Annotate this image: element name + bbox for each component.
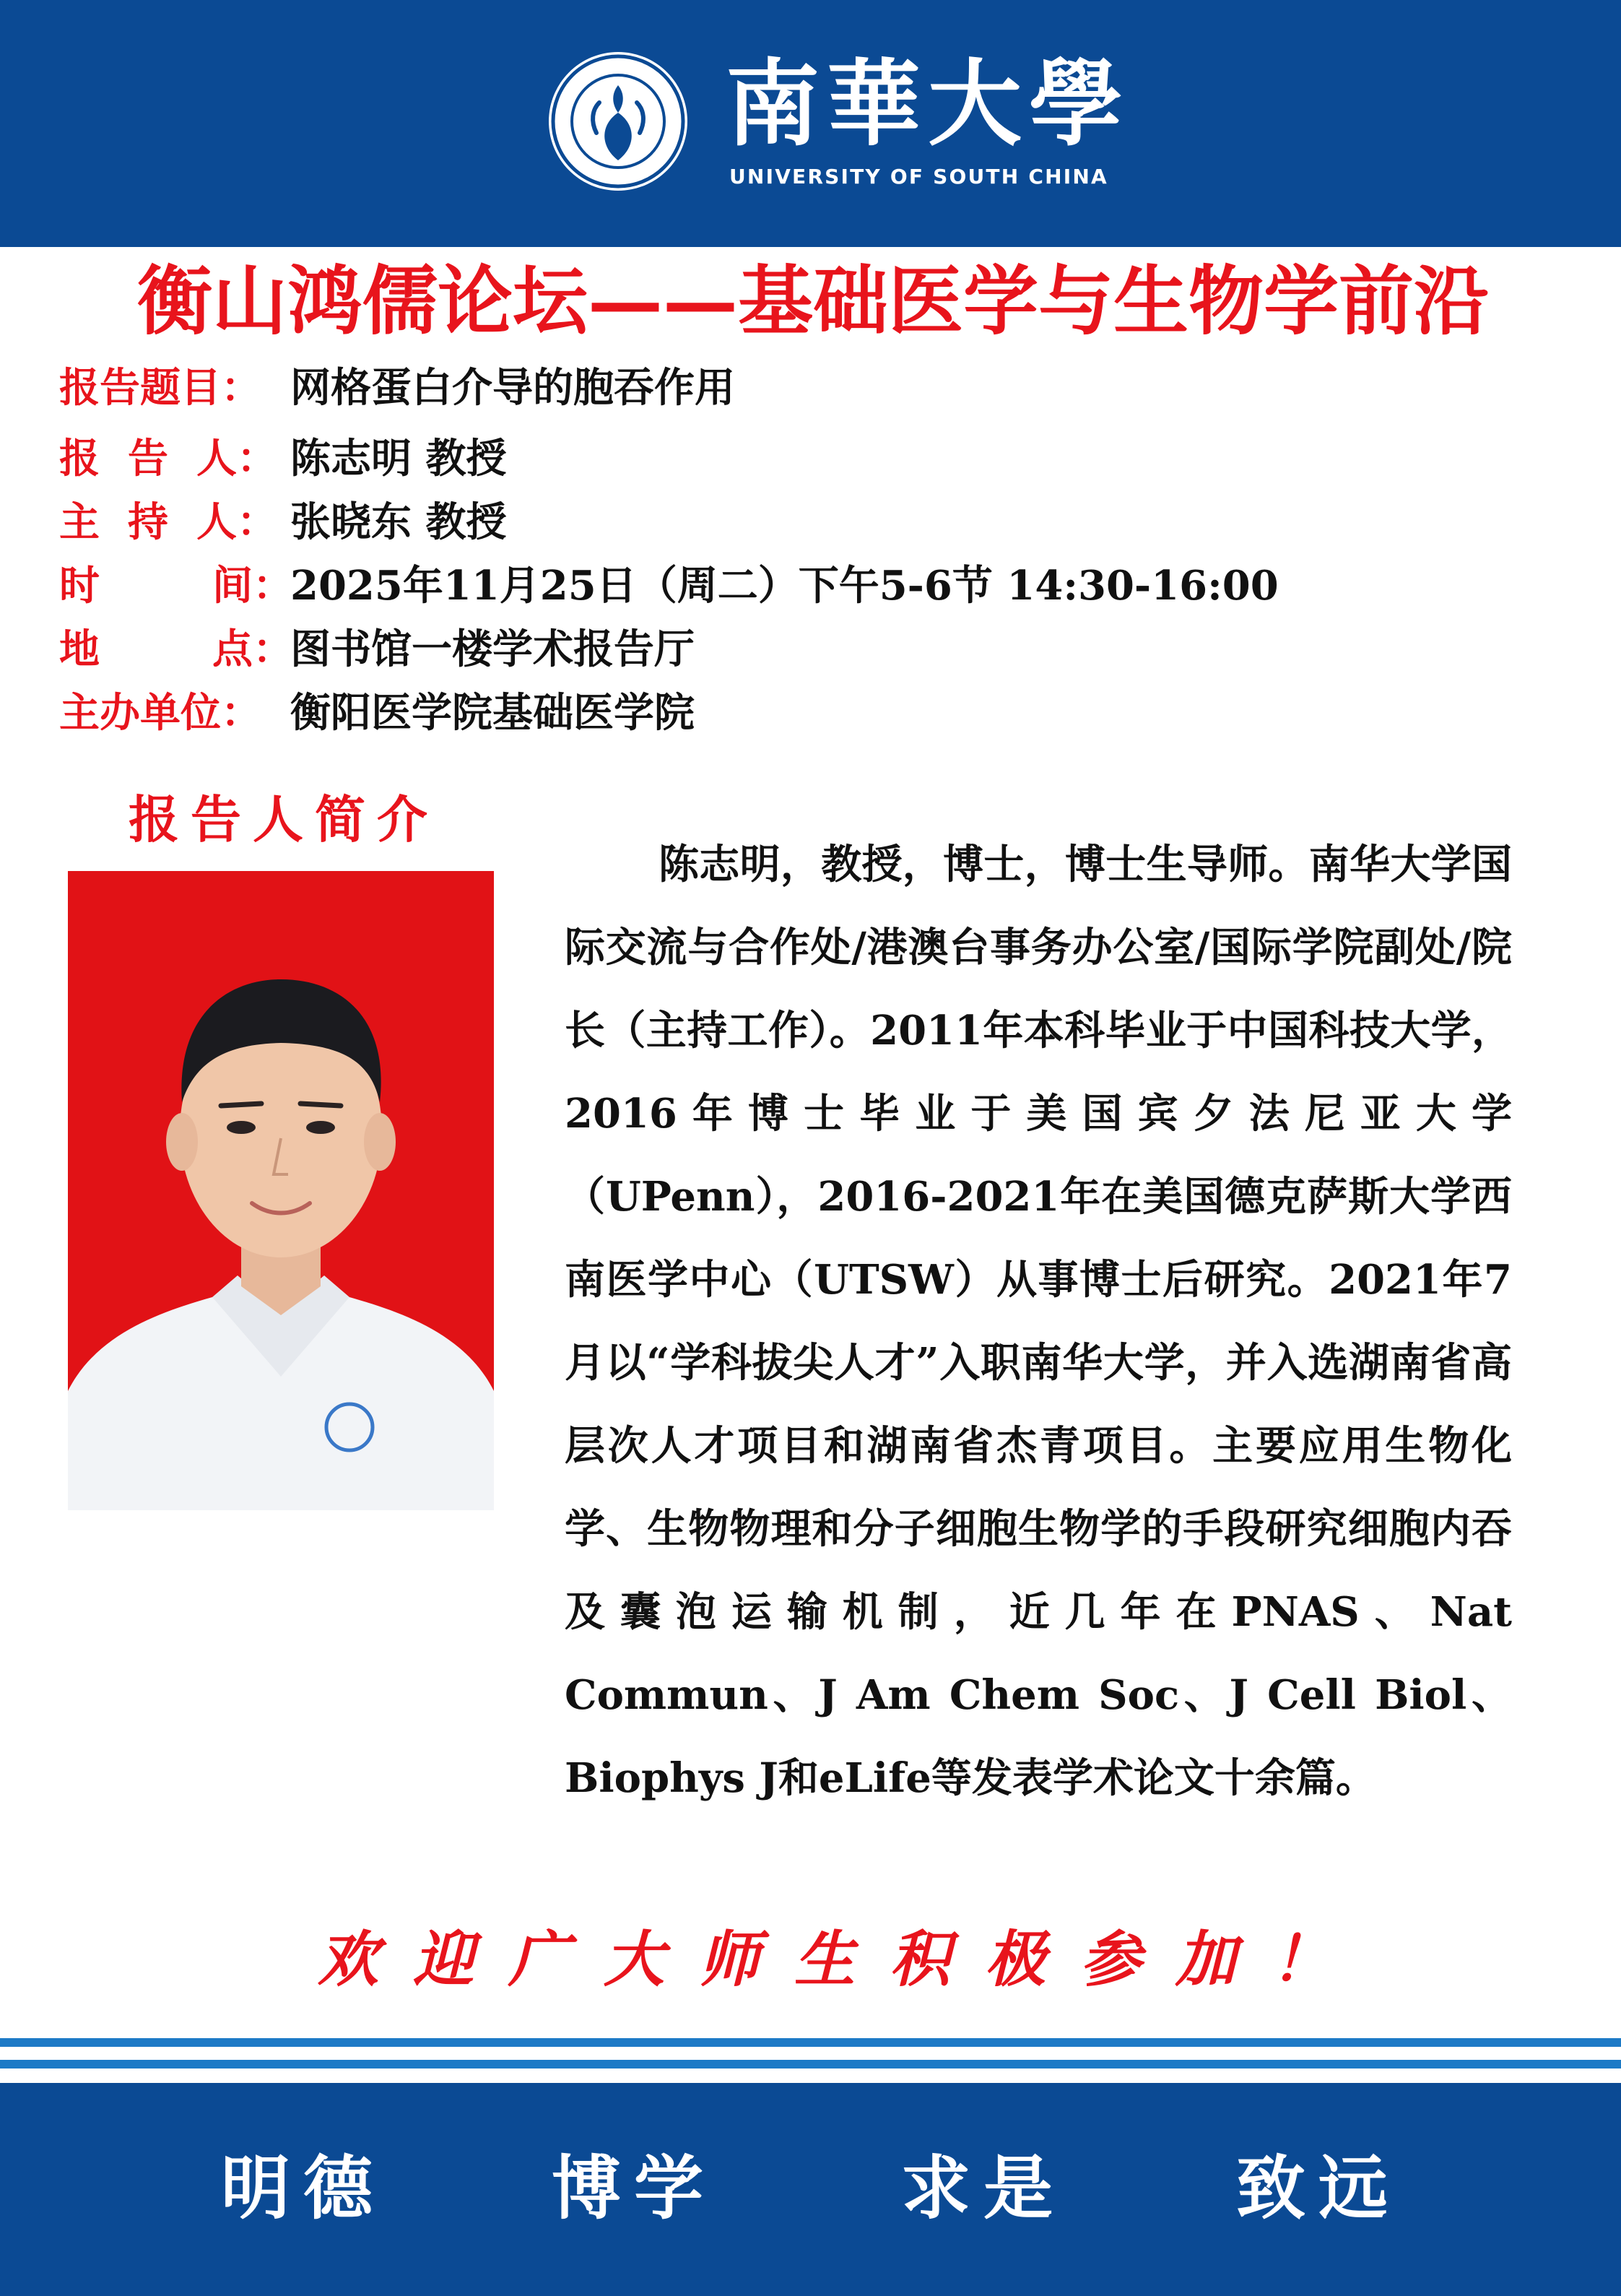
info-label: 报 告 人：	[59, 435, 277, 482]
info-row-speaker	[59, 429, 507, 488]
info-label: 报告题目：	[59, 364, 261, 412]
divider-stripe	[0, 2060, 1621, 2068]
info-label: 主办单位：	[59, 689, 261, 737]
divider-stripe	[0, 2038, 1621, 2047]
info-label: 主 持 人：	[59, 498, 277, 546]
university-name-en: UNIVERSITY OF SOUTH CHINA	[729, 165, 1108, 189]
motto-item: 博学	[552, 2147, 716, 2229]
welcome-message: 欢迎广大师生积极参加！	[318, 1923, 1367, 1995]
info-value: 张晓东 教授	[290, 498, 507, 546]
bio-text: 陈志明，教授，博士，博士生导师。南华大学国际交流与合作处/港澳台事务办公室/国际学院副处/院长（主持工作）。2011年本科毕业于中国科技大学，2016年博士毕业于美国宾夕法尼亚大学（UPenn），2016-2021年在美国德克萨斯大学西南医学中心（UTSW）从事博士后研究。2021年7月以“学科拔尖人才”入职南华大学，并入选湖南省高层次人才项目和湖南省杰青项目。主要应用生物化学、生物物理和分子细胞生物学的手段研究细胞内吞及囊泡运输机制，近几年在PNAS、Nat Commun、J Am Chem Soc、J Cell Biol、Biophys J和eLife等发表学术论文十余篇。	[565, 841, 1512, 1802]
forum-title: 衡山鸿儒论坛——基础医学与生物学前沿	[137, 256, 1490, 345]
bio-heading: 报告人简介	[129, 789, 439, 849]
university-emblem-icon	[549, 52, 687, 191]
motto-item: 明德	[221, 2147, 386, 2229]
info-row-organizer	[59, 683, 695, 742]
info-label: 时 间：	[59, 562, 293, 610]
info-row-location	[59, 620, 695, 679]
info-row-host	[59, 493, 507, 552]
university-name-cn: 南華大學	[726, 48, 1131, 159]
info-value: 2025年11月25日（周二）下午5-6节 14:30-16:00	[290, 562, 1279, 610]
motto-item: 求是	[901, 2147, 1066, 2229]
info-value: 图书馆一楼学术报告厅	[290, 625, 695, 673]
info-value: 衡阳医学院基础医学院	[290, 689, 695, 737]
motto-item: 致远	[1236, 2147, 1401, 2229]
info-row-topic	[59, 358, 735, 417]
info-label: 地 点：	[59, 625, 293, 673]
info-row-time	[59, 556, 1279, 615]
info-value: 陈志明 教授	[290, 435, 507, 482]
info-value: 网格蛋白介导的胞吞作用	[290, 364, 735, 412]
speaker-portrait	[68, 871, 494, 1510]
